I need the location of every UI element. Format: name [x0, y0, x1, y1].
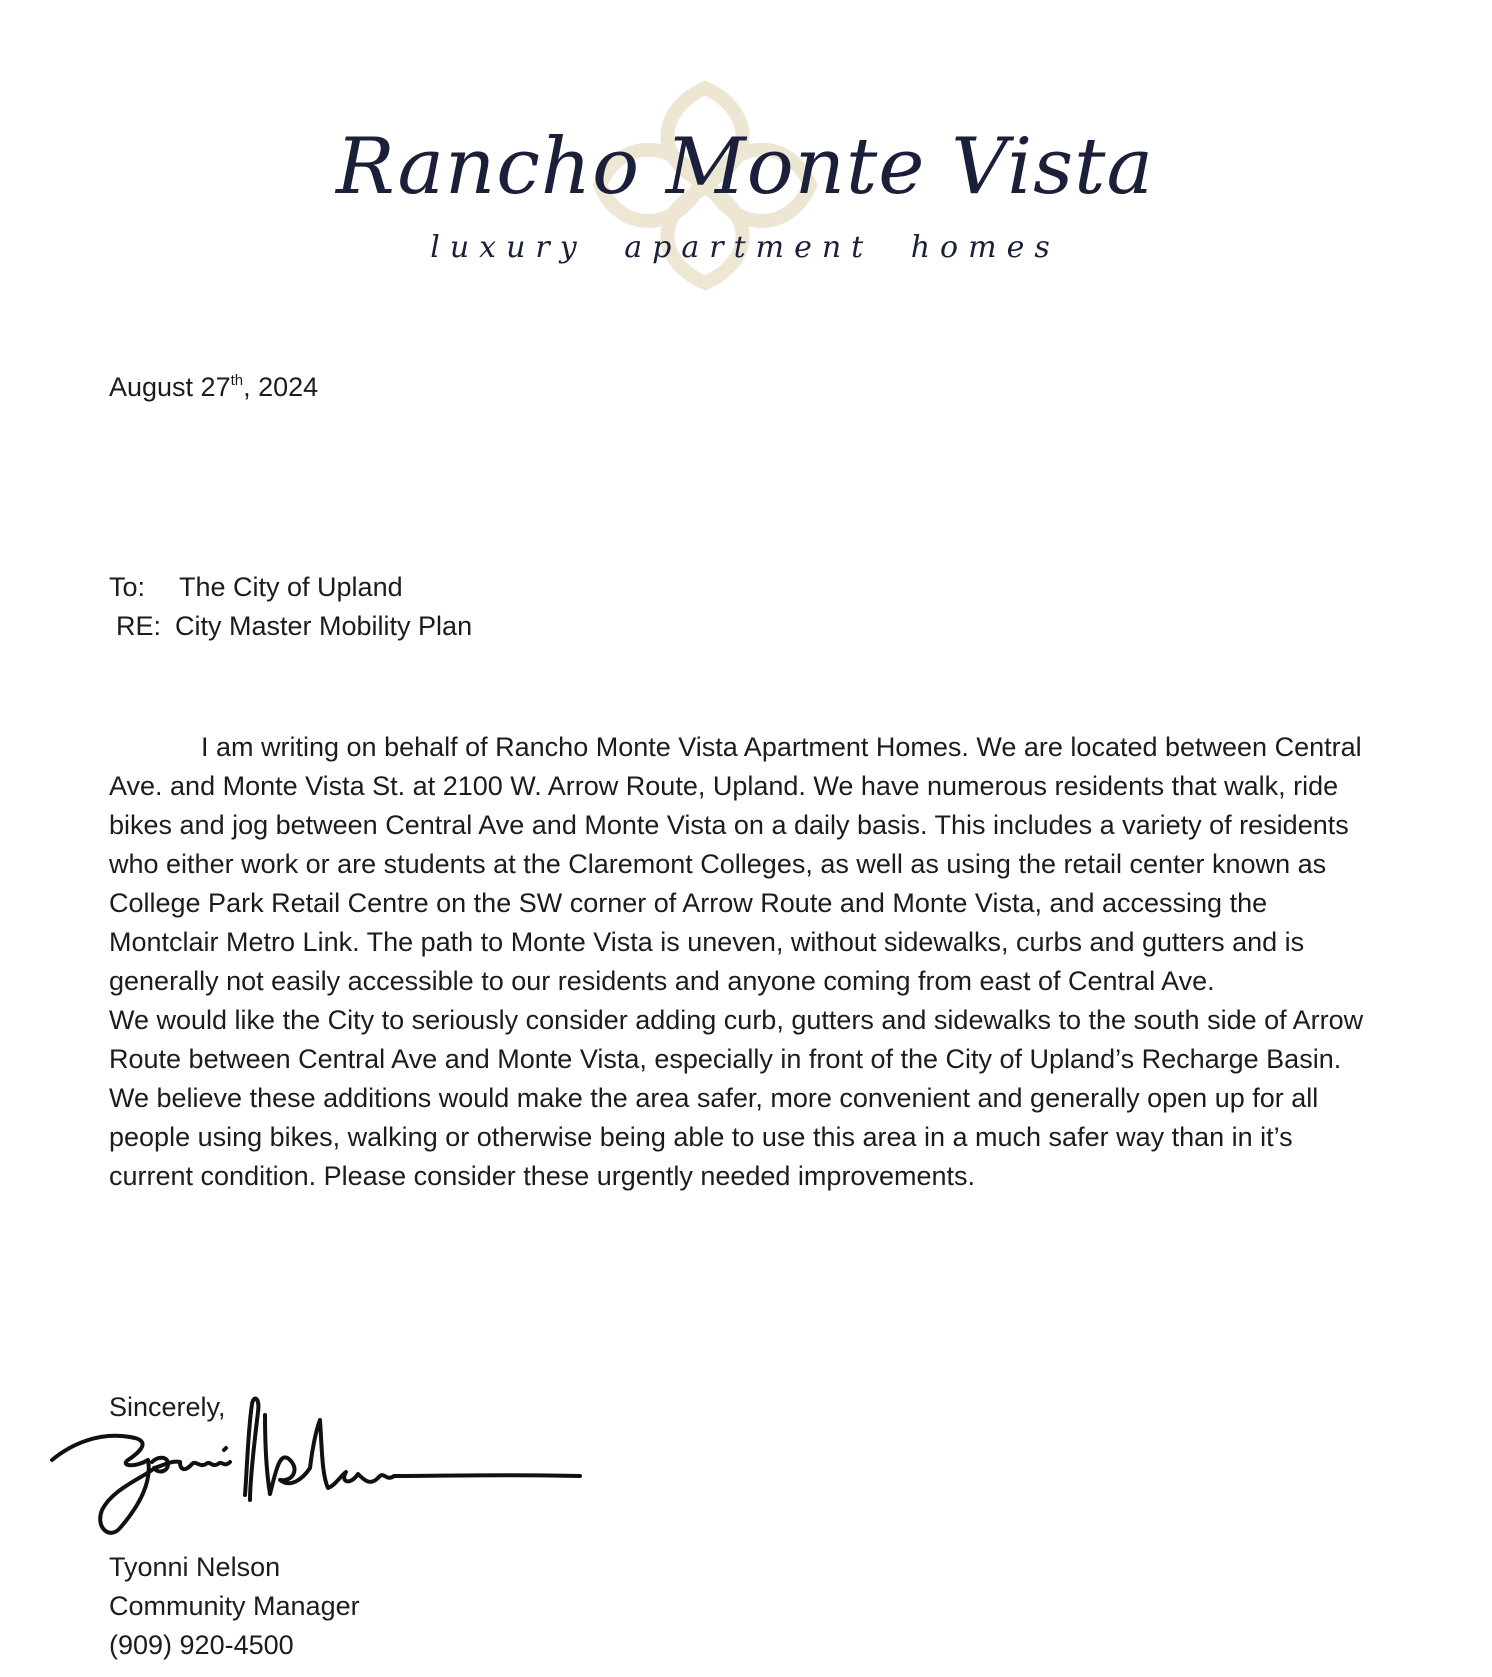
- re-value: City Master Mobility Plan: [175, 611, 473, 641]
- letter-date: [109, 372, 318, 403]
- date-suffix: th: [230, 372, 244, 389]
- body-paragraph-1: I am writing on behalf of Rancho Monte Vista Apartment Homes. We are located between Central Ave. and Monte Vista St. at 2100 W. Arrow Route, Upland. We have numerous residents that walk, ride bikes and jog between Central Ave and Monte Vista on a daily basis. This includes a variety of residents who either work or are students at the Claremont Colleges, as well as using the retail center known as College Park Retail Centre on the SW corner of Arrow Route and Monte Vista, and accessing the Montclair Metro Link. The path to Monte Vista is uneven, without sidewalks, curbs and gutters and is generally not easily accessible to our residents and anyone coming from east of Central Ave.: [109, 732, 1362, 996]
- letterhead-subtitle: luxury apartment homes: [430, 230, 1060, 265]
- letterhead: [330, 60, 1160, 310]
- address-to-line: [109, 572, 403, 603]
- to-label: To:: [109, 572, 146, 602]
- signer-name: Tyonni Nelson: [109, 1552, 281, 1582]
- letterhead-title: Rancho Monte Vista: [335, 122, 1155, 212]
- body-paragraph-2: We would like the City to seriously consider adding curb, gutters and sidewalks to the south side of Arrow Route between Central Ave and Monte Vista, especially in front of the City of Upland’s Recharge Basin. We believe these additions would make the area safer, more convenient and generally open up for all people using bikes, walking or otherwise being able to use this area in a much safer way than in it’s current condition. Please consider these urgently needed improvements.: [109, 1005, 1364, 1191]
- signer-block: [109, 1548, 360, 1665]
- date-year: , 2024: [243, 372, 319, 402]
- signer-title: Community Manager: [109, 1591, 360, 1621]
- handwritten-signature: [40, 1390, 600, 1540]
- address-re-line: [116, 611, 472, 642]
- re-label: RE:: [116, 611, 162, 641]
- date-month-day: August 27: [109, 372, 231, 402]
- to-value: The City of Upland: [179, 572, 403, 602]
- closing-salutation: Sincerely,: [109, 1392, 226, 1422]
- signer-phone: (909) 920-4500: [109, 1630, 294, 1660]
